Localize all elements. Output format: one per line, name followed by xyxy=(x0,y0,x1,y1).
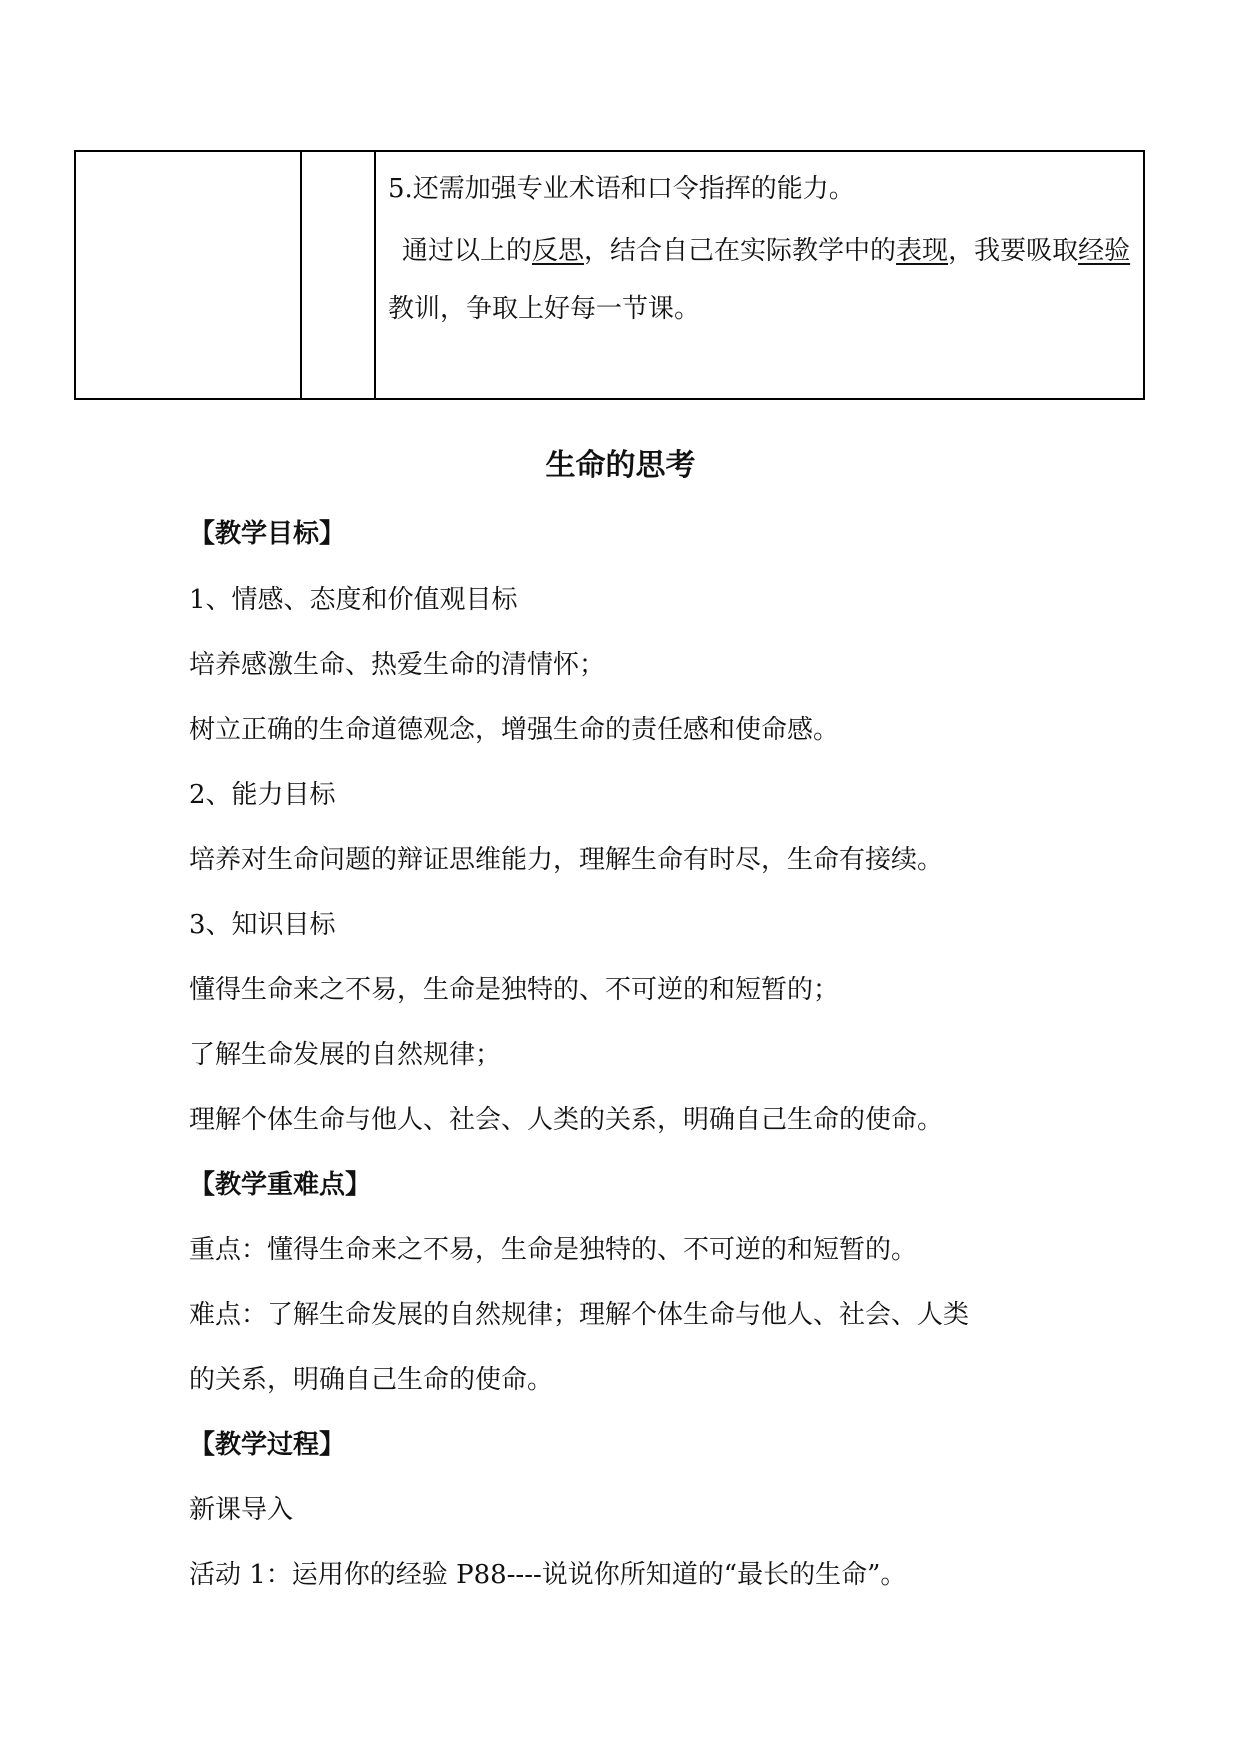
heading-key-points: 【教学重难点】 xyxy=(189,1170,372,1200)
objective-3-title: 3、知识目标 xyxy=(189,910,336,940)
objective-3-item: 了解生命发展的自然规律； xyxy=(189,1040,502,1070)
objective-2-title: 2、能力目标 xyxy=(189,780,336,810)
heading-teaching-objectives: 【教学目标】 xyxy=(189,519,346,549)
heading-teaching-process: 【教学过程】 xyxy=(189,1430,346,1460)
underlined-term: 表现 xyxy=(896,236,949,266)
table-divider xyxy=(374,152,376,398)
reflection-table xyxy=(74,150,1145,400)
objective-3-item: 懂得生命来之不易，生命是独特的、不可逆的和短暂的； xyxy=(189,975,840,1005)
objective-1-item: 树立正确的生命道德观念，增强生命的责任感和使命感。 xyxy=(189,715,840,745)
activity-1: 活动 1：运用你的经验 P88----说说你所知道的“最长的生命”。 xyxy=(189,1560,907,1590)
text-segment: 通过以上的 xyxy=(402,236,533,266)
underlined-term: 反思 xyxy=(532,236,585,266)
table-divider xyxy=(300,152,302,398)
reflection-item-5: 5.还需加强专业术语和口令指挥的能力。 xyxy=(388,174,855,204)
table-cell-reflection xyxy=(388,160,1131,338)
text-segment: ，我要吸取 xyxy=(948,236,1079,266)
objective-1-item: 培养感激生命、热爱生命的清情怀； xyxy=(189,650,606,680)
objective-1-title: 1、情感、态度和价值观目标 xyxy=(189,585,518,615)
difficult-point-continued: 的关系，明确自己生命的使命。 xyxy=(189,1365,554,1395)
objective-3-item: 理解个体生命与他人、社会、人类的关系，明确自己生命的使命。 xyxy=(189,1105,944,1135)
text-segment: 教训，争取上好每一节课。 xyxy=(388,294,701,324)
lesson-intro: 新课导入 xyxy=(189,1495,294,1525)
reflection-paragraph xyxy=(388,222,1131,338)
objective-2-item: 培养对生命问题的辩证思维能力，理解生命有时尽，生命有接续。 xyxy=(189,845,944,875)
difficult-point: 难点：了解生命发展的自然规律；理解个体生命与他人、社会、人类 xyxy=(189,1300,970,1330)
key-point: 重点：懂得生命来之不易，生命是独特的、不可逆的和短暂的。 xyxy=(189,1235,918,1265)
underlined-term: 经验 xyxy=(1078,236,1131,266)
text-segment: ，结合自己在实际教学中的 xyxy=(584,236,897,266)
document-title: 生命的思考 xyxy=(545,448,696,483)
